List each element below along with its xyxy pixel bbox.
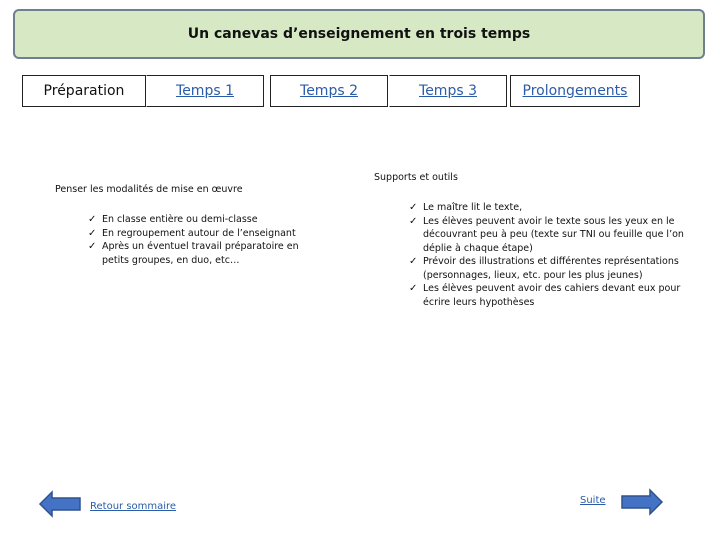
list-item: ✓ Le maître lit le texte, [409,201,699,215]
next-link[interactable]: Suite [580,495,606,506]
next-arrow-icon[interactable] [620,488,664,516]
tab-temps-2[interactable] [270,75,388,107]
list-item: ✓ En classe entière ou demi-classe [88,213,310,227]
tab-prolongements[interactable] [510,75,640,107]
list-item: ✓ Après un éventuel travail préparatoire en petits groupes, en duo, etc… [88,240,310,267]
list-item: ✓ Les élèves peuvent avoir le texte sous les yeux en le découvrant peu à peu (texte sur TNI ou feuille que l’on déplie à chaque étape) [409,215,699,256]
tab-temps-3[interactable] [389,75,507,107]
page-title: Un canevas d’enseignement en trois temps [187,26,531,42]
left-heading: Penser les modalités de mise en œuvre [55,184,243,195]
list-item: ✓ Prévoir des illustrations et différentes représentations (personnages, lieux, etc. pour les plus jeunes) [409,255,699,282]
next-arrow-shape [622,490,662,514]
tab-prolongements-label[interactable]: Prolongements [522,83,628,99]
back-arrow-shape [40,492,80,516]
list-item: ✓ Les élèves peuvent avoir des cahiers devant eux pour écrire leurs hypothèses [409,282,699,309]
tab-preparation[interactable] [22,75,146,107]
tab-preparation-label: Préparation [43,83,125,99]
tab-temps-1-label[interactable]: Temps 1 [176,83,234,99]
back-arrow-icon[interactable] [38,490,82,518]
left-checklist [88,213,310,267]
back-to-summary-link[interactable]: Retour sommaire [90,501,177,512]
tab-temps-1[interactable] [146,75,264,107]
tab-temps-3-label[interactable]: Temps 3 [419,83,477,99]
right-checklist [409,201,699,309]
header-banner [13,9,705,59]
right-heading: Supports et outils [374,172,458,183]
tab-temps-2-label[interactable]: Temps 2 [300,83,358,99]
list-item: ✓ En regroupement autour de l’enseignant [88,227,310,241]
